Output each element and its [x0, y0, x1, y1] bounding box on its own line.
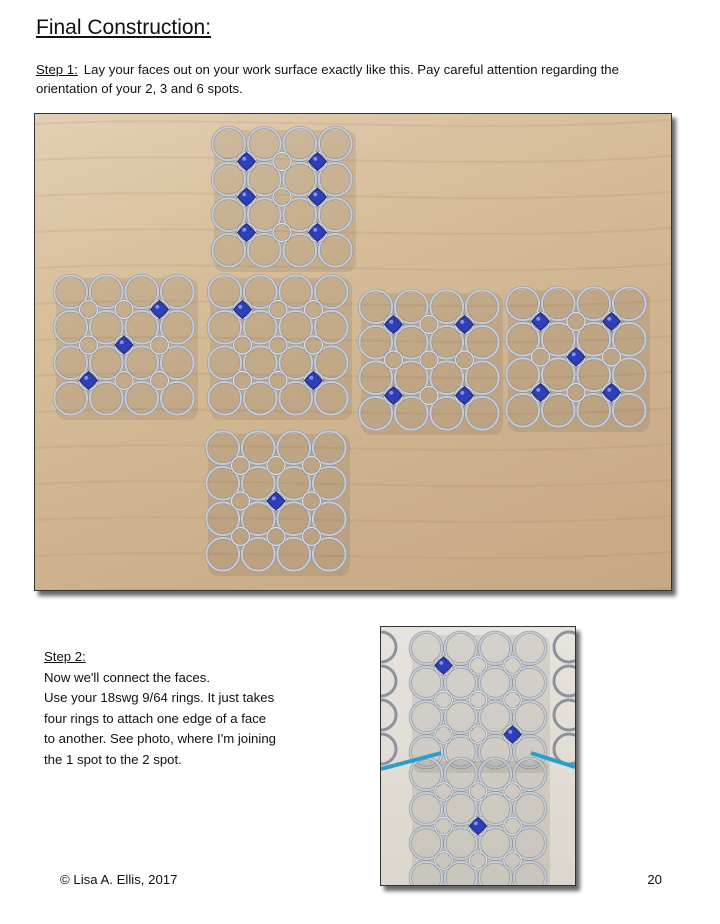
face-far-right	[506, 287, 650, 432]
face-left	[54, 275, 198, 420]
step2-line-4: the 1 spot to the 2 spot.	[44, 751, 182, 767]
step2-line-1: Use your 18swg 9/64 rings. It just takes	[44, 690, 275, 705]
page-title: Final Construction:	[36, 16, 212, 39]
face-center	[208, 275, 352, 420]
page-number: 20	[647, 872, 662, 887]
step2-label: Step 2:	[44, 649, 86, 664]
face-right	[359, 290, 503, 435]
step2-line-3: to another. See photo, where I'm joining	[44, 731, 276, 746]
step2-paragraph	[44, 647, 324, 770]
joining-faces-image	[381, 627, 575, 885]
copyright-footer: © Lisa A. Ellis, 2017	[60, 872, 178, 887]
step1-text: Lay your faces out on your work surface exactly like this. Pay careful attention regarding the orientation of your 2, 3 and 6 spots.	[36, 62, 619, 96]
dice-faces-layout-image	[35, 114, 671, 590]
step1-paragraph	[36, 60, 676, 98]
face-top	[410, 632, 550, 773]
step1-label: Step 1:	[36, 62, 78, 77]
step2-line-2: four rings to attach one edge of a face	[44, 710, 267, 726]
step2-line-0-text: Now we'll connect the faces.	[44, 669, 210, 685]
face-bottom	[410, 758, 550, 885]
step2-line-0	[44, 647, 324, 688]
joining-faces-photo	[380, 626, 576, 886]
face-bottom	[206, 431, 350, 576]
dice-faces-layout-photo	[34, 113, 672, 591]
face-top	[212, 127, 356, 272]
